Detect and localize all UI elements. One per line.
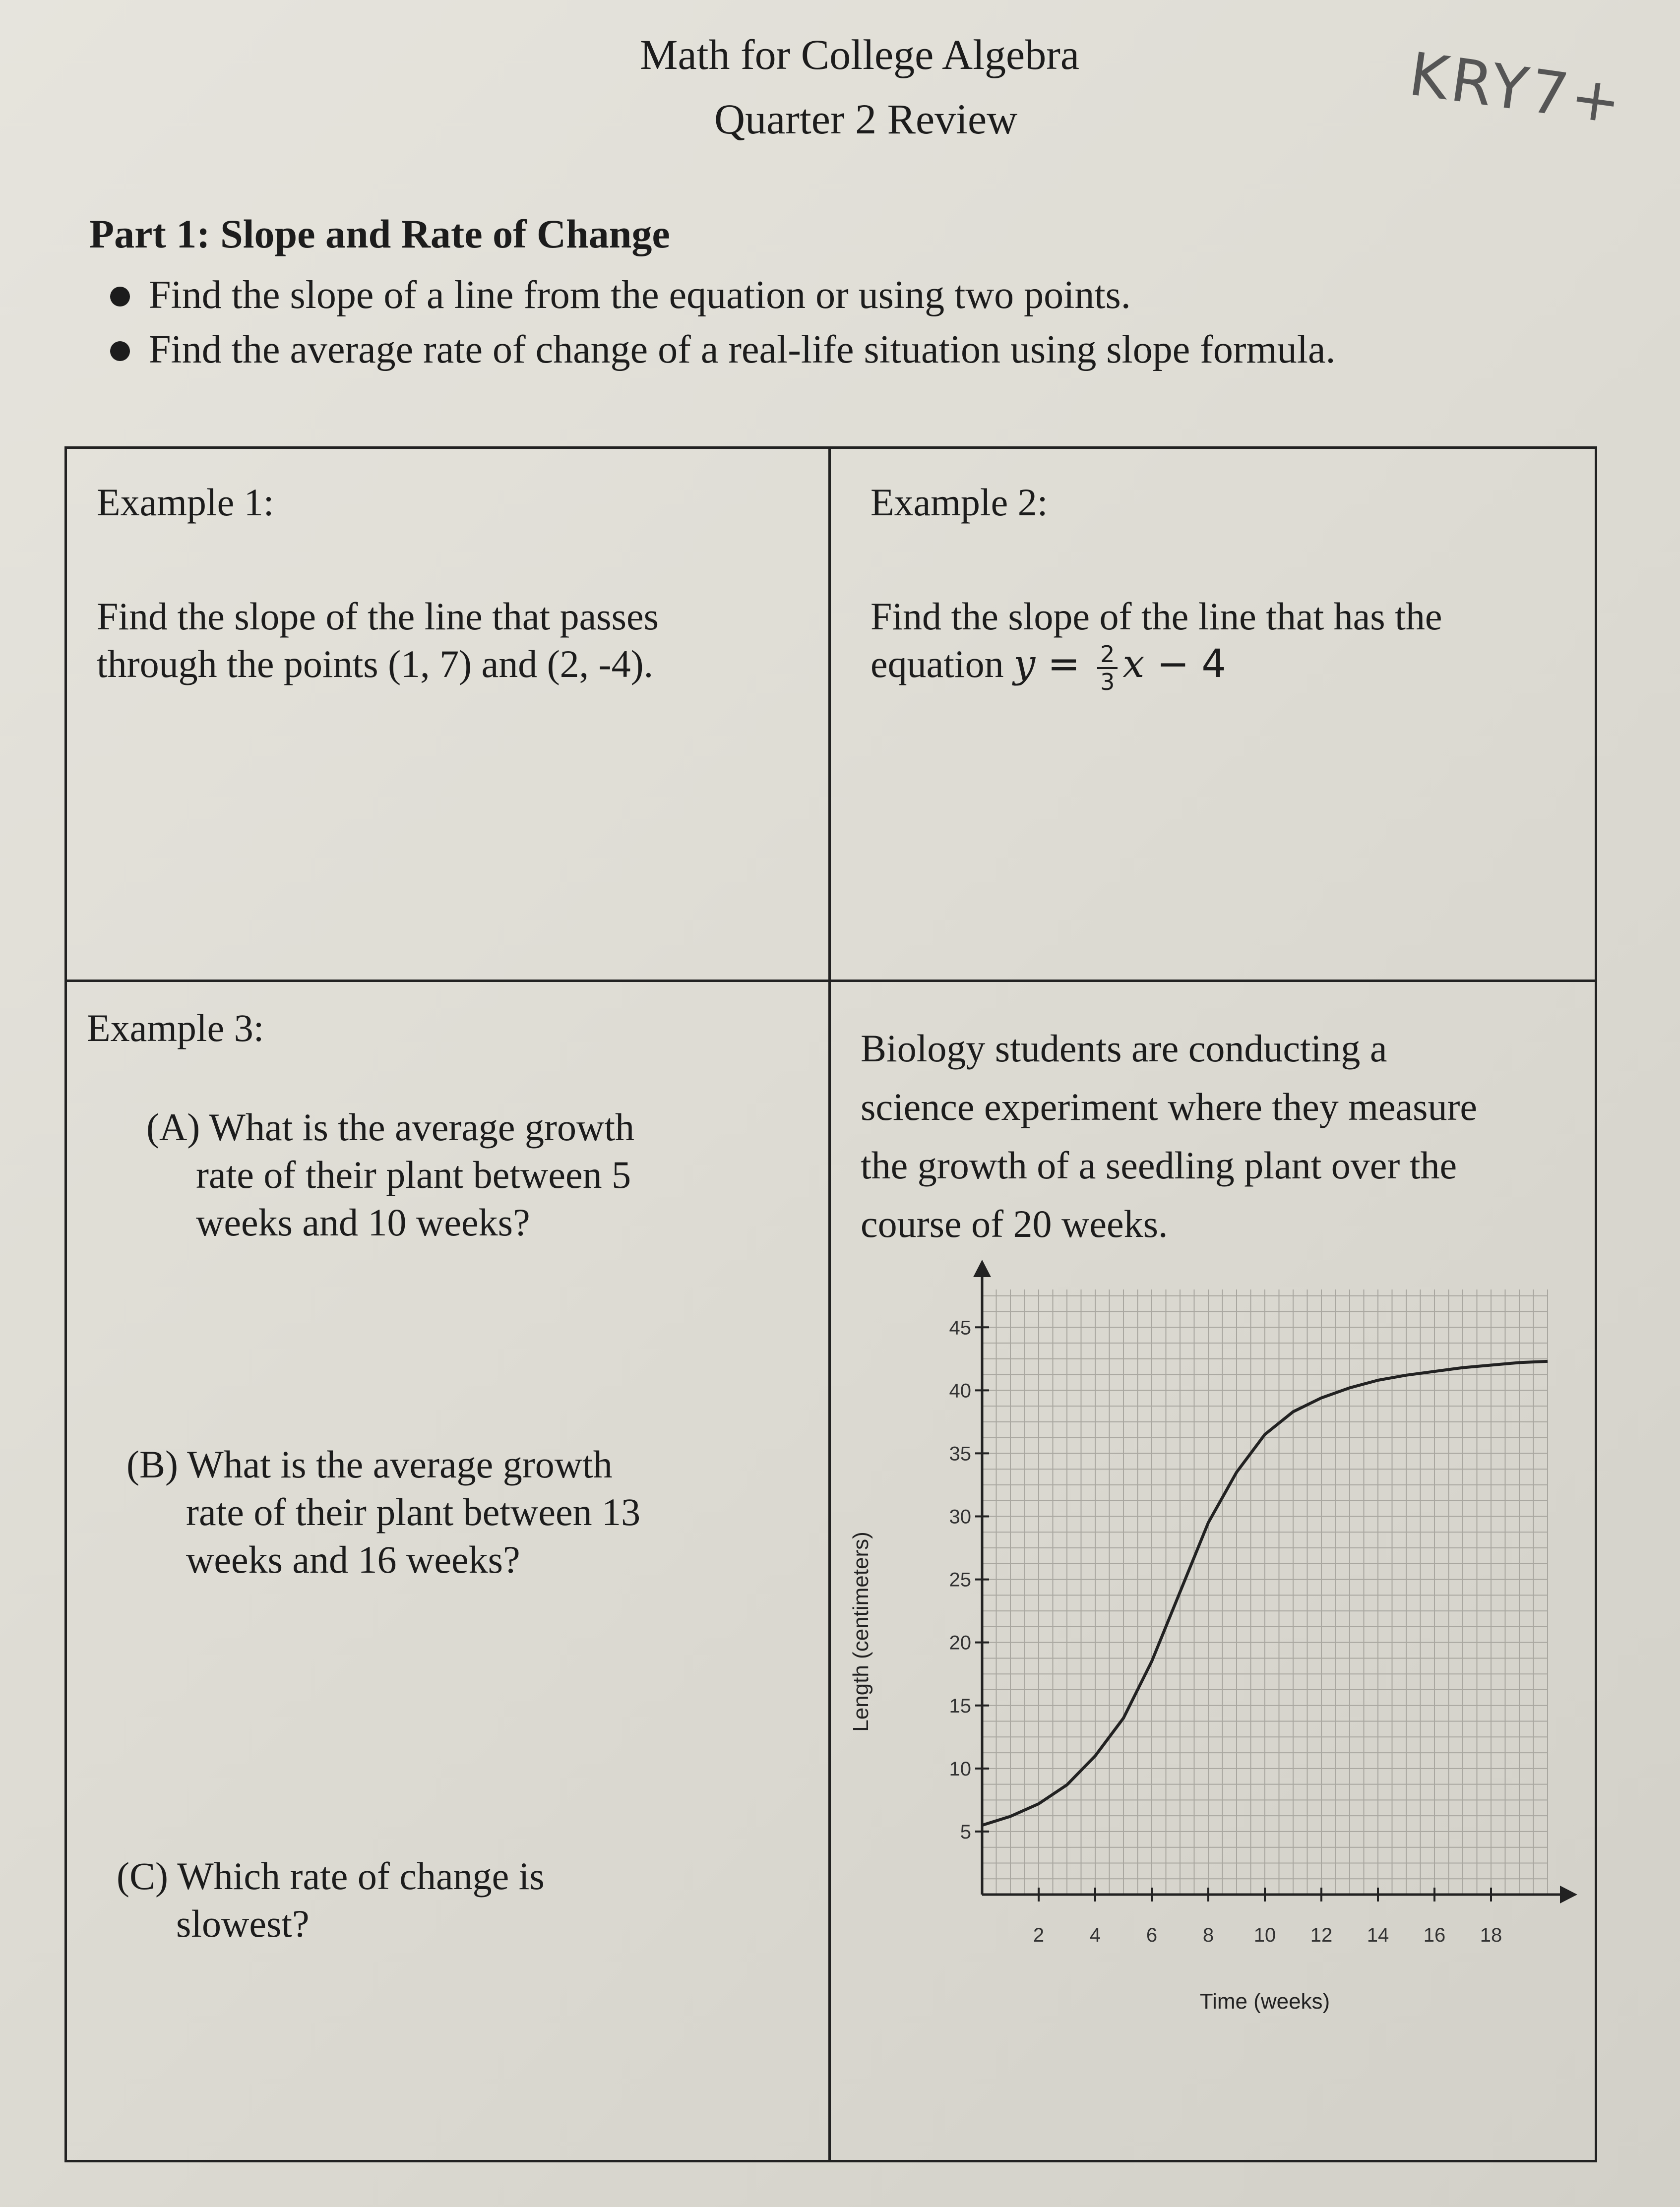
worksheet-subtitle: Quarter 2 Review xyxy=(714,95,1018,143)
context-line: science experiment where they measure xyxy=(861,1085,1478,1128)
equation-x: x xyxy=(1122,642,1145,686)
equation-equals: = xyxy=(1035,642,1093,686)
equation-prefix: equation xyxy=(871,642,1014,685)
y-tick-label: 30 xyxy=(949,1506,971,1528)
x-tick-label: 14 xyxy=(1367,1924,1389,1946)
equation-rest: − 4 xyxy=(1144,642,1226,686)
equation-y: y xyxy=(1013,642,1036,686)
x-tick-label: 6 xyxy=(1146,1924,1158,1946)
context-line: course of 20 weeks. xyxy=(861,1202,1168,1245)
objective-text: Find the average rate of change of a real-life situation using slope formula. xyxy=(149,328,1336,371)
fraction-denominator: 3 xyxy=(1100,669,1115,696)
example-2-equation xyxy=(871,640,1442,695)
question-b-line: rate of their plant between 13 xyxy=(186,1490,641,1533)
question-b xyxy=(126,1441,640,1584)
y-tick-label: 45 xyxy=(949,1317,971,1339)
question-a xyxy=(146,1104,634,1246)
example-1-line: Find the slope of the line that passes xyxy=(97,595,659,638)
y-axis-arrow-icon xyxy=(973,1260,991,1277)
x-tick-label: 4 xyxy=(1089,1924,1101,1946)
question-a-line: (A) What is the average growth xyxy=(146,1105,635,1149)
x-axis-arrow-icon xyxy=(1560,1886,1577,1903)
y-tick-label: 10 xyxy=(949,1758,971,1780)
y-tick-label: 20 xyxy=(949,1632,971,1654)
table-divider-horizontal xyxy=(67,980,1595,982)
question-c xyxy=(117,1852,545,1948)
example-1-label: Example 1: xyxy=(97,481,274,524)
objective-item xyxy=(149,268,1335,322)
example-1-prompt xyxy=(97,593,659,688)
example-3-label: Example 3: xyxy=(87,1006,264,1049)
question-b-line: (B) What is the average growth xyxy=(126,1443,613,1486)
question-c-line: (C) Which rate of change is xyxy=(117,1854,545,1898)
question-b-line: weeks and 16 weeks? xyxy=(186,1538,520,1581)
y-axis-label: Length (centimeters) xyxy=(849,1532,873,1732)
equation-fraction xyxy=(1097,641,1118,695)
y-tick-label: 40 xyxy=(949,1380,971,1402)
x-tick-label: 10 xyxy=(1253,1924,1276,1946)
y-tick-label: 15 xyxy=(949,1695,971,1717)
example-1-line: through the points (1, 7) and (2, -4). xyxy=(97,642,654,685)
question-a-line: rate of their plant between 5 xyxy=(196,1153,631,1196)
y-tick-label: 5 xyxy=(960,1821,971,1843)
y-tick-label: 35 xyxy=(949,1443,971,1465)
x-tick-label: 16 xyxy=(1423,1924,1446,1946)
handwritten-initials: KRY7+ xyxy=(1405,40,1628,138)
x-tick-label: 8 xyxy=(1202,1924,1214,1946)
x-tick-label: 12 xyxy=(1310,1924,1333,1946)
bullet-icon xyxy=(110,287,130,307)
objectives-list xyxy=(149,268,1335,377)
part-1-title: Part 1: Slope and Rate of Change xyxy=(89,211,670,256)
biology-context xyxy=(861,1019,1477,1253)
fraction-numerator: 2 xyxy=(1097,641,1118,669)
example-2-label: Example 2: xyxy=(871,481,1048,524)
worksheet-title: Math for College Algebra xyxy=(640,31,1080,78)
x-tick-label: 2 xyxy=(1033,1924,1045,1946)
example-2-line: Find the slope of the line that has the xyxy=(871,595,1442,638)
bullet-icon xyxy=(110,341,130,361)
question-a-line: weeks and 10 weeks? xyxy=(196,1201,530,1244)
context-line: Biology students are conducting a xyxy=(861,1027,1387,1070)
x-axis-label: Time (weeks) xyxy=(1199,1989,1330,2014)
example-2-prompt xyxy=(871,593,1442,695)
objective-text: Find the slope of a line from the equation or using two points. xyxy=(149,273,1131,317)
question-c-line: slowest? xyxy=(176,1902,310,1945)
context-line: the growth of a seedling plant over the xyxy=(861,1144,1457,1187)
objective-item xyxy=(149,322,1335,377)
y-tick-label: 25 xyxy=(949,1569,971,1591)
plant-growth-chart xyxy=(818,1250,1592,2023)
x-tick-label: 18 xyxy=(1480,1924,1502,1946)
